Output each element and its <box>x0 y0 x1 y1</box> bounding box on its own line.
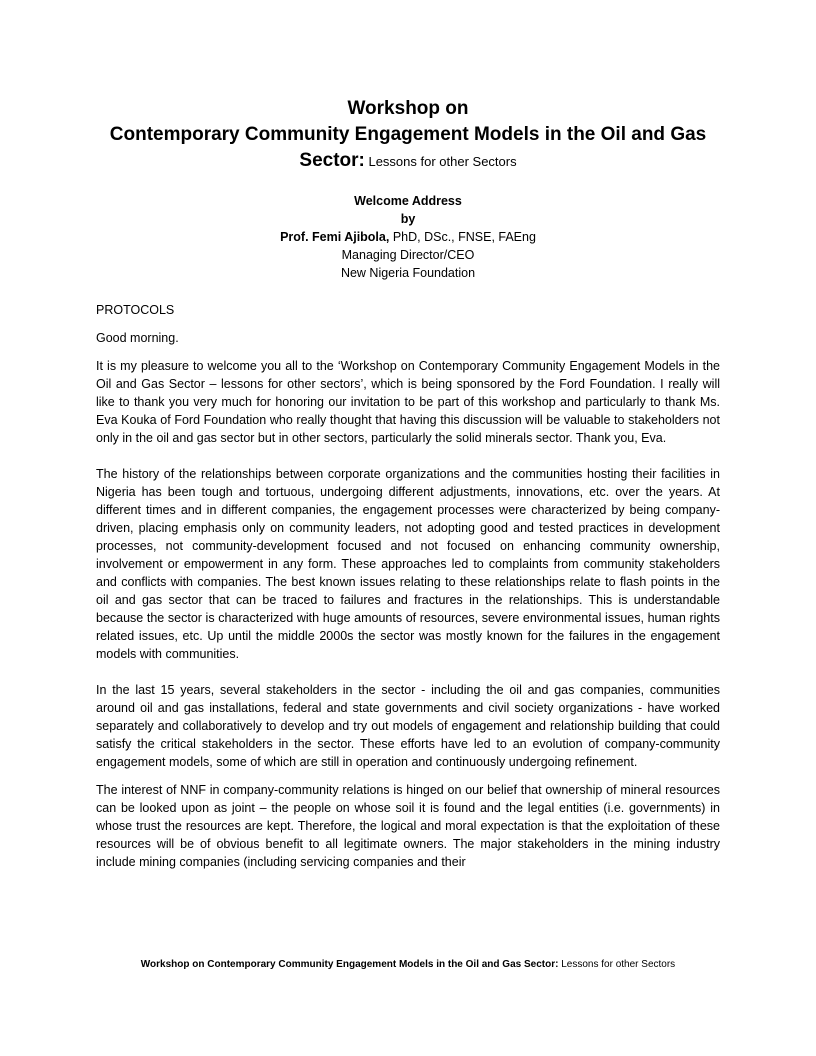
footer-subtitle: Lessons for other Sectors <box>558 959 676 970</box>
title-sector: Sector: <box>299 150 365 171</box>
paragraph: In the last 15 years, several stakeholders in the sector - including the oil and gas companies, communities around oil and gas installations, federal and state governments and civil society organizations - have worked separately and collaboratively to develop and try out models of engagement and relationship building that could satisfy the critical stakeholders in the sector. These efforts have led to an evolution of company-community engagement models, some of which are still in operation and continuously undergoing refinement. <box>96 683 720 769</box>
speaker-role: Managing Director/CEO <box>341 248 475 262</box>
speaker-line <box>96 228 720 246</box>
paragraph: It is my pleasure to welcome you all to the ‘Workshop on Contemporary Community Engagement Models in the Oil and Gas Sector – lessons for other sectors’, which is being sponsored by the Ford Foundation. I really will like to thank you very much for honoring our invitation to be part of this workshop and particularly to thank Ms. Eva Kouka of Ford Foundation who really thought that having this discussion will be valuable to stakeholders not only in the oil and gas sector but in other sectors, particularly the solid minerals sector. Thank you, Eva. <box>96 359 720 445</box>
footer-title: Workshop on Contemporary Community Engagement Models in the Oil and Gas Sector: <box>140 959 559 970</box>
speaker-name: Prof. Femi Ajibola, <box>280 230 390 244</box>
speaker-credentials: PhD, DSc., FNSE, FAEng <box>389 230 536 244</box>
page-footer <box>96 958 720 972</box>
paragraph: The history of the relationships between corporate organizations and the communities hosting their facilities in Nigeria has been tough and tortuous, undergoing different adjustments, innovations, etc. over the years. At different times and in different companies, the engagement processes were characterized by being company-driven, placing emphasis only on community leaders, not adopting good and tested practices in development processes, not community-development focused and not focused on enhancing community ownership, involvement or empowerment in any form. These approaches led to complaints from community stakeholders and conflicts with companies. The best known issues relating to these relationships relate to flash points in the oil and gas sector that can be traced to failures and fractures in the relationships. This is understandable because the sector is characterized with huge amounts of resources, severe environmental issues, human rights related issues, etc. Up until the middle 2000s the sector was mostly known for the failures in the engagement models with communities. <box>96 467 720 661</box>
paragraph: The interest of NNF in company-community relations is hinged on our belief that ownership of mineral resources can be looked upon as joint – the people on whose soil it is found and the legal entities (i.e. governments) in whose trust the resources are kept. Therefore, the logical and moral expectation is that the exploitation of these resources will be of obvious benefit to all legitimate owners. The major stakeholders in the mining industry include mining companies (including servicing companies and their <box>96 783 720 869</box>
title-line-1: Workshop on <box>347 98 469 119</box>
title-line-2: Contemporary Community Engagement Models in the Oil and Gas <box>109 124 707 145</box>
document-body <box>96 301 720 871</box>
address-heading: Welcome Address <box>354 194 462 208</box>
document-title <box>96 96 720 175</box>
greeting: Good morning. <box>96 331 179 345</box>
welcome-address-block <box>96 192 720 282</box>
address-by: by <box>400 212 416 226</box>
title-line-3 <box>96 148 720 175</box>
title-subtitle: Lessons for other Sectors <box>364 154 517 169</box>
speaker-organization: New Nigeria Foundation <box>340 266 476 280</box>
protocols-heading: PROTOCOLS <box>96 303 175 317</box>
